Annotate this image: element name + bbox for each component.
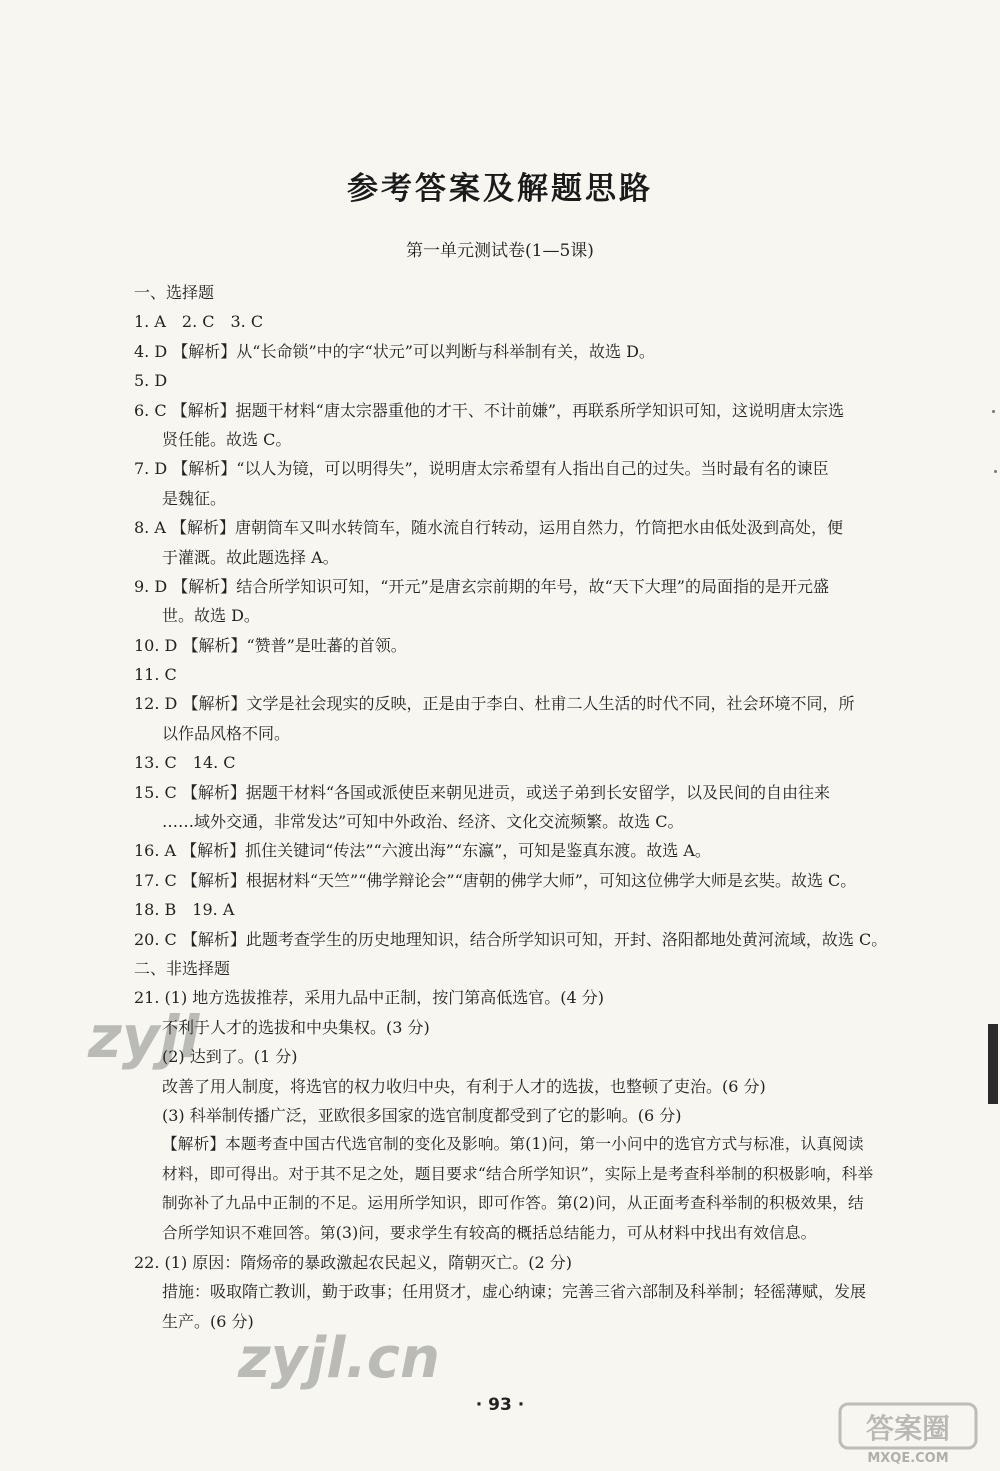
- watermark-zyjl-cn: zyjl.cn: [238, 1326, 440, 1391]
- answer-line: 10. D 【解析】“赞普”是吐蕃的首领。: [134, 635, 407, 655]
- answer-line-continued: 贤任能。故选 C。: [162, 429, 292, 449]
- analysis-line: 合所学知识不难回答。第(3)问，要求学生有较高的概括总结能力，可从材料中找出有效信息。: [162, 1223, 817, 1242]
- scan-speck: [994, 470, 997, 473]
- watermark-zyjl: zyjl: [88, 1003, 200, 1071]
- answer-line-continued: 世。故选 D。: [162, 606, 260, 626]
- answer-line: 20. C 【解析】此题考查学生的历史地理知识，结合所学知识可知，开封、洛阳都地处黄河流域，故选 C。: [134, 929, 888, 949]
- answer-line-continued: 是魏征。: [162, 488, 227, 508]
- answer-line-continued: 不利于人才的选拔和中央集权。(3 分): [162, 1017, 430, 1037]
- answer-line: 18. B 19. A: [134, 900, 235, 920]
- page-title: 参考答案及解题思路: [347, 171, 653, 207]
- watermark-logo-text: 答案圈: [865, 1412, 951, 1445]
- answer-line: 12. D 【解析】文学是社会现实的反映，正是由于李白、杜甫二人生活的时代不同，社会环境不同，所: [134, 694, 855, 714]
- section-heading-nonchoice: 二、非选择题: [134, 958, 231, 978]
- answer-line-continued: ……域外交通，非常发达”可知中外政治、经济、文化交流频繁。故选 C。: [162, 812, 684, 832]
- answer-line: 17. C 【解析】根据材料“天竺”“佛学辩论会”“唐朝的佛学大师”，可知这位佛学大师是玄奘。故选 C。: [134, 870, 857, 890]
- answer-line: 13. C 14. C: [134, 753, 236, 773]
- answer-line-continued: 于灌溉。故此题选择 A。: [162, 547, 339, 567]
- analysis-line: 材料，即可得出。对于其不足之处，题目要求“结合所学知识”，实际上是考查科举制的积极影响，科举: [162, 1164, 874, 1183]
- answer-line: 11. C: [134, 665, 177, 685]
- answer-line: 15. C 【解析】据题干材料“各国或派使臣来朝见进贡，或送子弟到长安留学，以及民间的自由往来: [134, 782, 831, 802]
- answer-line-continued: 措施：吸取隋亡教训，勤于政事；任用贤才，虚心纳谏；完善三省六部制及科举制；轻徭薄赋，发展: [162, 1282, 867, 1302]
- watermark-logo-icon: [838, 1402, 978, 1466]
- answer-line-continued: 以作品风格不同。: [162, 723, 291, 743]
- answer-line: 5. D: [134, 371, 168, 391]
- section-heading-choice: 一、选择题: [134, 283, 215, 302]
- answer-line: 6. C 【解析】据题干材料“唐太宗器重他的才干、不计前嫌”，再联系所学知识可知，这说明唐太宗选: [134, 400, 845, 420]
- answer-line: 21. (1) 地方选拔推荐，采用九品中正制，按门第高低选官。(4 分): [134, 988, 605, 1008]
- answer-line-continued: 生产。(6 分): [162, 1311, 254, 1331]
- analysis-line: 制弥补了九品中正制的不足。运用所学知识，即可作答。第(2)问，从正面考查科举制的积极效果，结: [162, 1194, 864, 1213]
- answer-line: 9. D 【解析】结合所学知识可知，“开元”是唐玄宗前期的年号，故“天下大理”的局面指的是开元盛: [134, 576, 829, 596]
- answer-line: 8. A 【解析】唐朝筒车又叫水转筒车，随水流自行转动，运用自然力，竹筒把水由低处汲到高处，便: [134, 518, 843, 538]
- answer-line-continued: 改善了用人制度，将选官的权力收归中央，有利于人才的选拔，也整顿了吏治。(6 分): [162, 1076, 766, 1096]
- watermark-logo-url: MXQE.COM: [867, 1451, 949, 1466]
- answer-line: 1. A 2. C 3. C: [134, 312, 264, 332]
- answer-content: [134, 278, 924, 1336]
- scan-speck: [992, 410, 995, 413]
- answer-line-continued: (2) 达到了。(1 分): [162, 1047, 298, 1067]
- unit-subtitle: 第一单元测试卷(1—5课): [406, 241, 594, 261]
- analysis-line: 【解析】本题考查中国古代选官制的变化及影响。第(1)问，第一小问中的选官方式与标准，认真阅读: [162, 1135, 864, 1154]
- answer-line-continued: (3) 科举制传播广泛，亚欧很多国家的选官制度都受到了它的影响。(6 分): [162, 1105, 682, 1125]
- scan-edge-mark: [988, 1024, 998, 1104]
- answer-line: 4. D 【解析】从“长命锁”中的字“状元”可以判断与科举制有关，故选 D。: [134, 341, 655, 361]
- answer-line: 7. D 【解析】“以人为镜，可以明得失”，说明唐太宗希望有人指出自己的过失。当时最有名的谏臣: [134, 459, 829, 479]
- page-number: · 93 ·: [475, 1395, 525, 1415]
- answer-line: 22. (1) 原因：隋炀帝的暴政激起农民起义，隋朝灭亡。(2 分): [134, 1252, 573, 1272]
- answer-line: 16. A 【解析】抓住关键词“传法”“六渡出海”“东瀛”，可知是鉴真东渡。故选 A。: [134, 841, 711, 861]
